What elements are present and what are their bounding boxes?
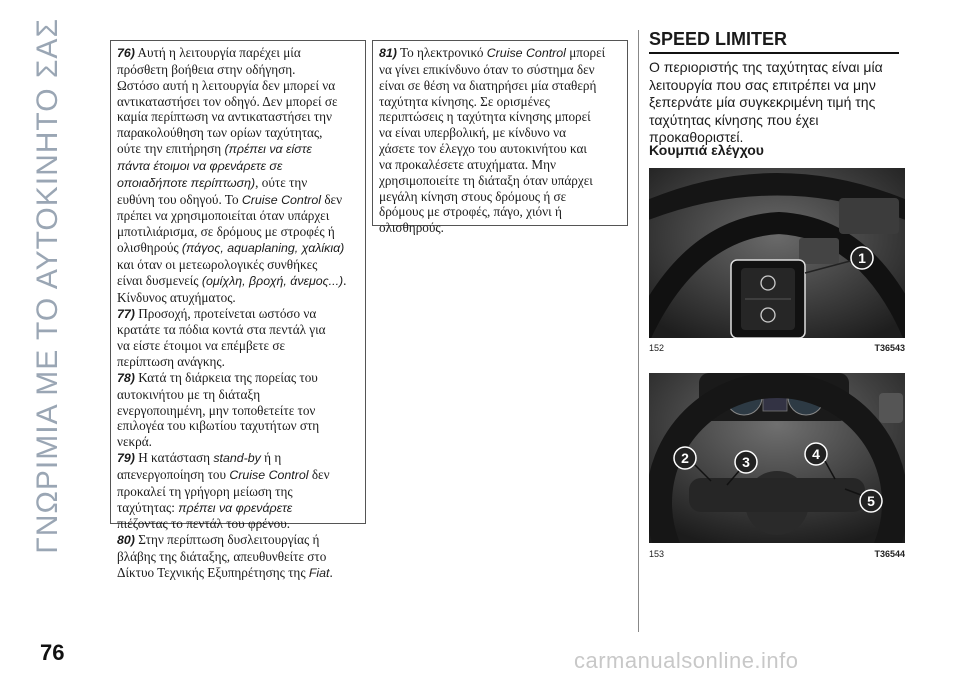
column-divider bbox=[638, 30, 639, 632]
text-segment: . bbox=[329, 565, 333, 580]
text-segment: περίπτωση ανάγκης. bbox=[117, 354, 225, 370]
text-line bbox=[117, 125, 359, 141]
text-line bbox=[117, 387, 359, 403]
text-line bbox=[379, 45, 621, 62]
text-segment: επιλογέα του κιβωτίου ταχυτήτων στη bbox=[117, 418, 320, 434]
steering-wheel-photo bbox=[649, 373, 905, 543]
text-segment: χάσετε τον έλεγχο του αυτοκινήτου και bbox=[379, 141, 587, 157]
svg-text:2: 2 bbox=[681, 450, 689, 466]
text-segment: πρόσθετη βοήθεια στην οδήγηση. bbox=[117, 61, 296, 77]
text-line bbox=[379, 220, 621, 236]
text-segment: ολισθηρούς bbox=[117, 240, 182, 256]
text-line bbox=[117, 45, 359, 62]
figure-number: 152 bbox=[649, 343, 665, 353]
figure-153-caption bbox=[649, 549, 905, 559]
text-line bbox=[117, 354, 359, 370]
section-body-line: Ο περιοριστής της ταχύτητας είναι μία bbox=[649, 59, 883, 75]
text-segment: Cruise Control bbox=[486, 46, 566, 60]
figure-code: T36543 bbox=[874, 343, 905, 353]
text-segment: οποιαδήποτε περίπτωση) bbox=[117, 175, 256, 190]
text-segment: , ούτε την bbox=[255, 174, 308, 190]
text-segment: ολισθηρούς. bbox=[379, 220, 444, 236]
text-line bbox=[379, 109, 621, 125]
text-segment: πάντα έτοιμοι να φρενάρετε σε bbox=[117, 158, 283, 173]
text-segment: να είστε έτοιμοι να επέμβετε σε bbox=[117, 338, 285, 354]
callout-1 bbox=[851, 247, 873, 269]
text-line bbox=[379, 189, 621, 205]
text-segment: προκαλεί τη γρήγορη μείωση της bbox=[117, 483, 293, 499]
text-segment: να είναι υπερβολική, με κίνδυνο να bbox=[379, 125, 567, 141]
text-segment: Αυτή η λειτουργία παρέχει μία bbox=[134, 45, 301, 60]
text-line bbox=[117, 549, 359, 565]
text-line bbox=[379, 94, 621, 110]
text-line bbox=[117, 257, 359, 273]
note-number: 78) bbox=[117, 370, 135, 385]
text-segment: ούτε την επιτήρηση bbox=[117, 141, 225, 157]
text-line bbox=[117, 78, 359, 94]
svg-text:3: 3 bbox=[742, 454, 750, 470]
figure-153-photo bbox=[649, 373, 905, 543]
note-number: 77) bbox=[117, 306, 135, 321]
note-number: 81) bbox=[379, 46, 397, 60]
text-segment: είναι σε θέση να διατηρήσει μία σταθερή bbox=[379, 77, 597, 93]
text-segment: πρέπει να χρησιμοποιείται όταν υπάρχει bbox=[117, 208, 330, 224]
text-line bbox=[379, 62, 621, 78]
text-segment: ενεργοποιημένη, μην τοποθετείτε τον bbox=[117, 402, 316, 418]
svg-text:4: 4 bbox=[812, 446, 820, 462]
text-segment: κρατάτε τα πόδια κοντά στα πεντάλ για bbox=[117, 322, 326, 338]
text-line bbox=[117, 175, 359, 192]
text-line bbox=[117, 208, 359, 224]
text-segment: μποτιλιάρισμα, σε δρόμους με στροφές ή bbox=[117, 224, 335, 240]
text-segment: καμία περίπτωση να αντικαταστήσει την bbox=[117, 109, 333, 125]
figure-number: 153 bbox=[649, 549, 665, 559]
text-segment: (ομίχλη, βροχή, άνεμος...) bbox=[201, 273, 344, 288]
chapter-side-title bbox=[22, 18, 74, 618]
text-segment: Cruise Control bbox=[229, 467, 309, 482]
section-title: SPEED LIMITER bbox=[649, 29, 899, 54]
callout-5 bbox=[860, 490, 882, 512]
text-segment: Ωστόσο αυτή η λειτουργία δεν μπορεί να bbox=[117, 77, 336, 93]
section-body bbox=[649, 59, 905, 147]
text-segment: πρέπει να φρενάρετε bbox=[178, 500, 293, 515]
text-segment: να προκαλέσετε ατυχήματα. Μην bbox=[379, 156, 557, 172]
text-segment: πιέζοντας το πεντάλ του φρένου. bbox=[117, 516, 291, 532]
note-number: 80) bbox=[117, 533, 135, 548]
chapter-side-title-text: ΓΝΩΡΙΜΙΑ ΜΕ ΤΟ ΑΥΤΟΚΙΝΗΤΟ ΣΑΣ bbox=[31, 18, 64, 554]
text-segment: απενεργοποίηση του bbox=[117, 466, 230, 482]
text-line bbox=[379, 157, 621, 173]
text-segment: και όταν οι μετεωρολογικές συνθήκες bbox=[117, 256, 318, 272]
text-segment: (πάγος, aquaplaning, χαλίκια) bbox=[181, 241, 345, 256]
section-subtitle: Κουμπιά ελέγχου bbox=[649, 142, 764, 158]
text-segment: αυτοκινήτου με τη διάταξη bbox=[117, 386, 261, 402]
text-segment: δεν bbox=[321, 191, 343, 207]
text-line bbox=[117, 158, 359, 175]
text-line bbox=[117, 418, 359, 434]
text-line bbox=[117, 240, 359, 257]
section-body-line: ταχύτητας κίνησης που έχει bbox=[649, 111, 819, 128]
steering-column-photo bbox=[649, 168, 905, 338]
text-segment: περιπτώσεις η ταχύτητα κίνησης μπορεί bbox=[379, 109, 591, 125]
text-line bbox=[117, 484, 359, 500]
callout-4 bbox=[805, 443, 827, 465]
text-segment: να γίνει επικίνδυνο όταν το σύστημα δεν bbox=[379, 61, 595, 77]
svg-text:1: 1 bbox=[858, 250, 866, 266]
text-line bbox=[117, 94, 359, 110]
figure-152-photo bbox=[649, 168, 905, 338]
text-segment: . bbox=[343, 272, 347, 288]
text-segment: Κατά τη διάρκεια της πορείας του bbox=[134, 369, 318, 385]
text-segment: stand-by bbox=[213, 451, 261, 466]
text-segment: είναι δυσμενείς bbox=[117, 272, 202, 288]
text-line bbox=[117, 192, 359, 209]
svg-text:5: 5 bbox=[867, 493, 875, 509]
text-segment: ταχύτητα κίνησης. Σε ορισμένες bbox=[379, 93, 550, 109]
text-line bbox=[117, 141, 359, 158]
text-segment: Προσοχή, προτείνεται ωστόσο να bbox=[134, 305, 317, 321]
text-segment: χρησιμοποιείτε τη διάταξη όταν υπάρχει bbox=[379, 172, 593, 188]
text-line bbox=[117, 370, 359, 387]
text-segment: νεκρά. bbox=[117, 434, 152, 450]
warning-box-left bbox=[110, 40, 366, 580]
text-line bbox=[117, 500, 359, 517]
text-segment: δρόμους με στροφές, πάγο, χιόνι ή bbox=[379, 204, 562, 220]
text-segment: ή η bbox=[260, 450, 282, 466]
text-line bbox=[117, 338, 359, 354]
text-line bbox=[117, 109, 359, 125]
text-segment: Το ηλεκτρονικό bbox=[396, 45, 487, 60]
text-segment: ευθύνη του οδηγού. Το bbox=[117, 191, 242, 207]
text-line bbox=[379, 173, 621, 189]
text-segment: Η κατάσταση bbox=[134, 450, 214, 466]
text-segment: παρακολούθηση των ορίων ταχύτητας, bbox=[117, 125, 323, 141]
text-segment: αντικαταστήσει τον οδηγό. Δεν μπορεί σε bbox=[117, 93, 338, 109]
figure-152-caption bbox=[649, 343, 905, 353]
text-line bbox=[117, 565, 359, 582]
speed-limiter-switch bbox=[731, 260, 805, 338]
text-segment: (πρέπει να είστε bbox=[224, 142, 312, 157]
text-segment: Δίκτυο Τεχνικής Εξυπηρέτησης της bbox=[117, 565, 309, 580]
note-number: 76) bbox=[117, 46, 135, 60]
text-line bbox=[117, 516, 359, 532]
callout-2 bbox=[674, 447, 696, 469]
text-line bbox=[379, 204, 621, 220]
text-segment: μπορεί bbox=[565, 45, 606, 60]
text-line bbox=[117, 434, 359, 450]
note-number: 79) bbox=[117, 451, 135, 466]
text-line bbox=[379, 141, 621, 157]
text-segment: μεγάλη κίνηση στους δρόμους ή σε bbox=[379, 188, 567, 204]
section-body-line: λειτουργία που σας επιτρέπει να μην bbox=[649, 76, 876, 93]
section-body-line: προκαθοριστεί. bbox=[649, 129, 744, 145]
warning-box-right bbox=[372, 40, 628, 236]
text-line bbox=[117, 273, 359, 290]
text-line bbox=[117, 306, 359, 323]
text-line bbox=[117, 62, 359, 78]
text-line bbox=[117, 322, 359, 338]
text-line bbox=[117, 224, 359, 240]
text-line bbox=[117, 403, 359, 419]
callout-3 bbox=[735, 451, 757, 473]
text-line bbox=[117, 290, 359, 306]
text-line bbox=[379, 125, 621, 141]
page-number: 76 bbox=[40, 640, 65, 665]
text-segment: Στην περίπτωση δυσλειτουργίας ή bbox=[134, 532, 320, 548]
text-line bbox=[117, 467, 359, 484]
watermark: carmanualsonline.info bbox=[574, 648, 799, 673]
figure-code: T36544 bbox=[874, 549, 905, 559]
text-segment: ταχύτητας: bbox=[117, 499, 179, 515]
text-segment: Cruise Control bbox=[241, 192, 322, 207]
section-body-line: ξεπερνάτε μία συγκεκριμένη τιμή της bbox=[649, 94, 876, 110]
text-line bbox=[117, 450, 359, 467]
text-line bbox=[379, 78, 621, 94]
text-segment: Fiat bbox=[308, 566, 330, 580]
text-segment: Κίνδυνος ατυχήματος. bbox=[117, 289, 236, 305]
text-segment: βλάβης της διάταξης, απευθυνθείτε στο bbox=[117, 549, 327, 565]
text-line bbox=[117, 532, 359, 549]
text-segment: δεν bbox=[308, 466, 330, 482]
